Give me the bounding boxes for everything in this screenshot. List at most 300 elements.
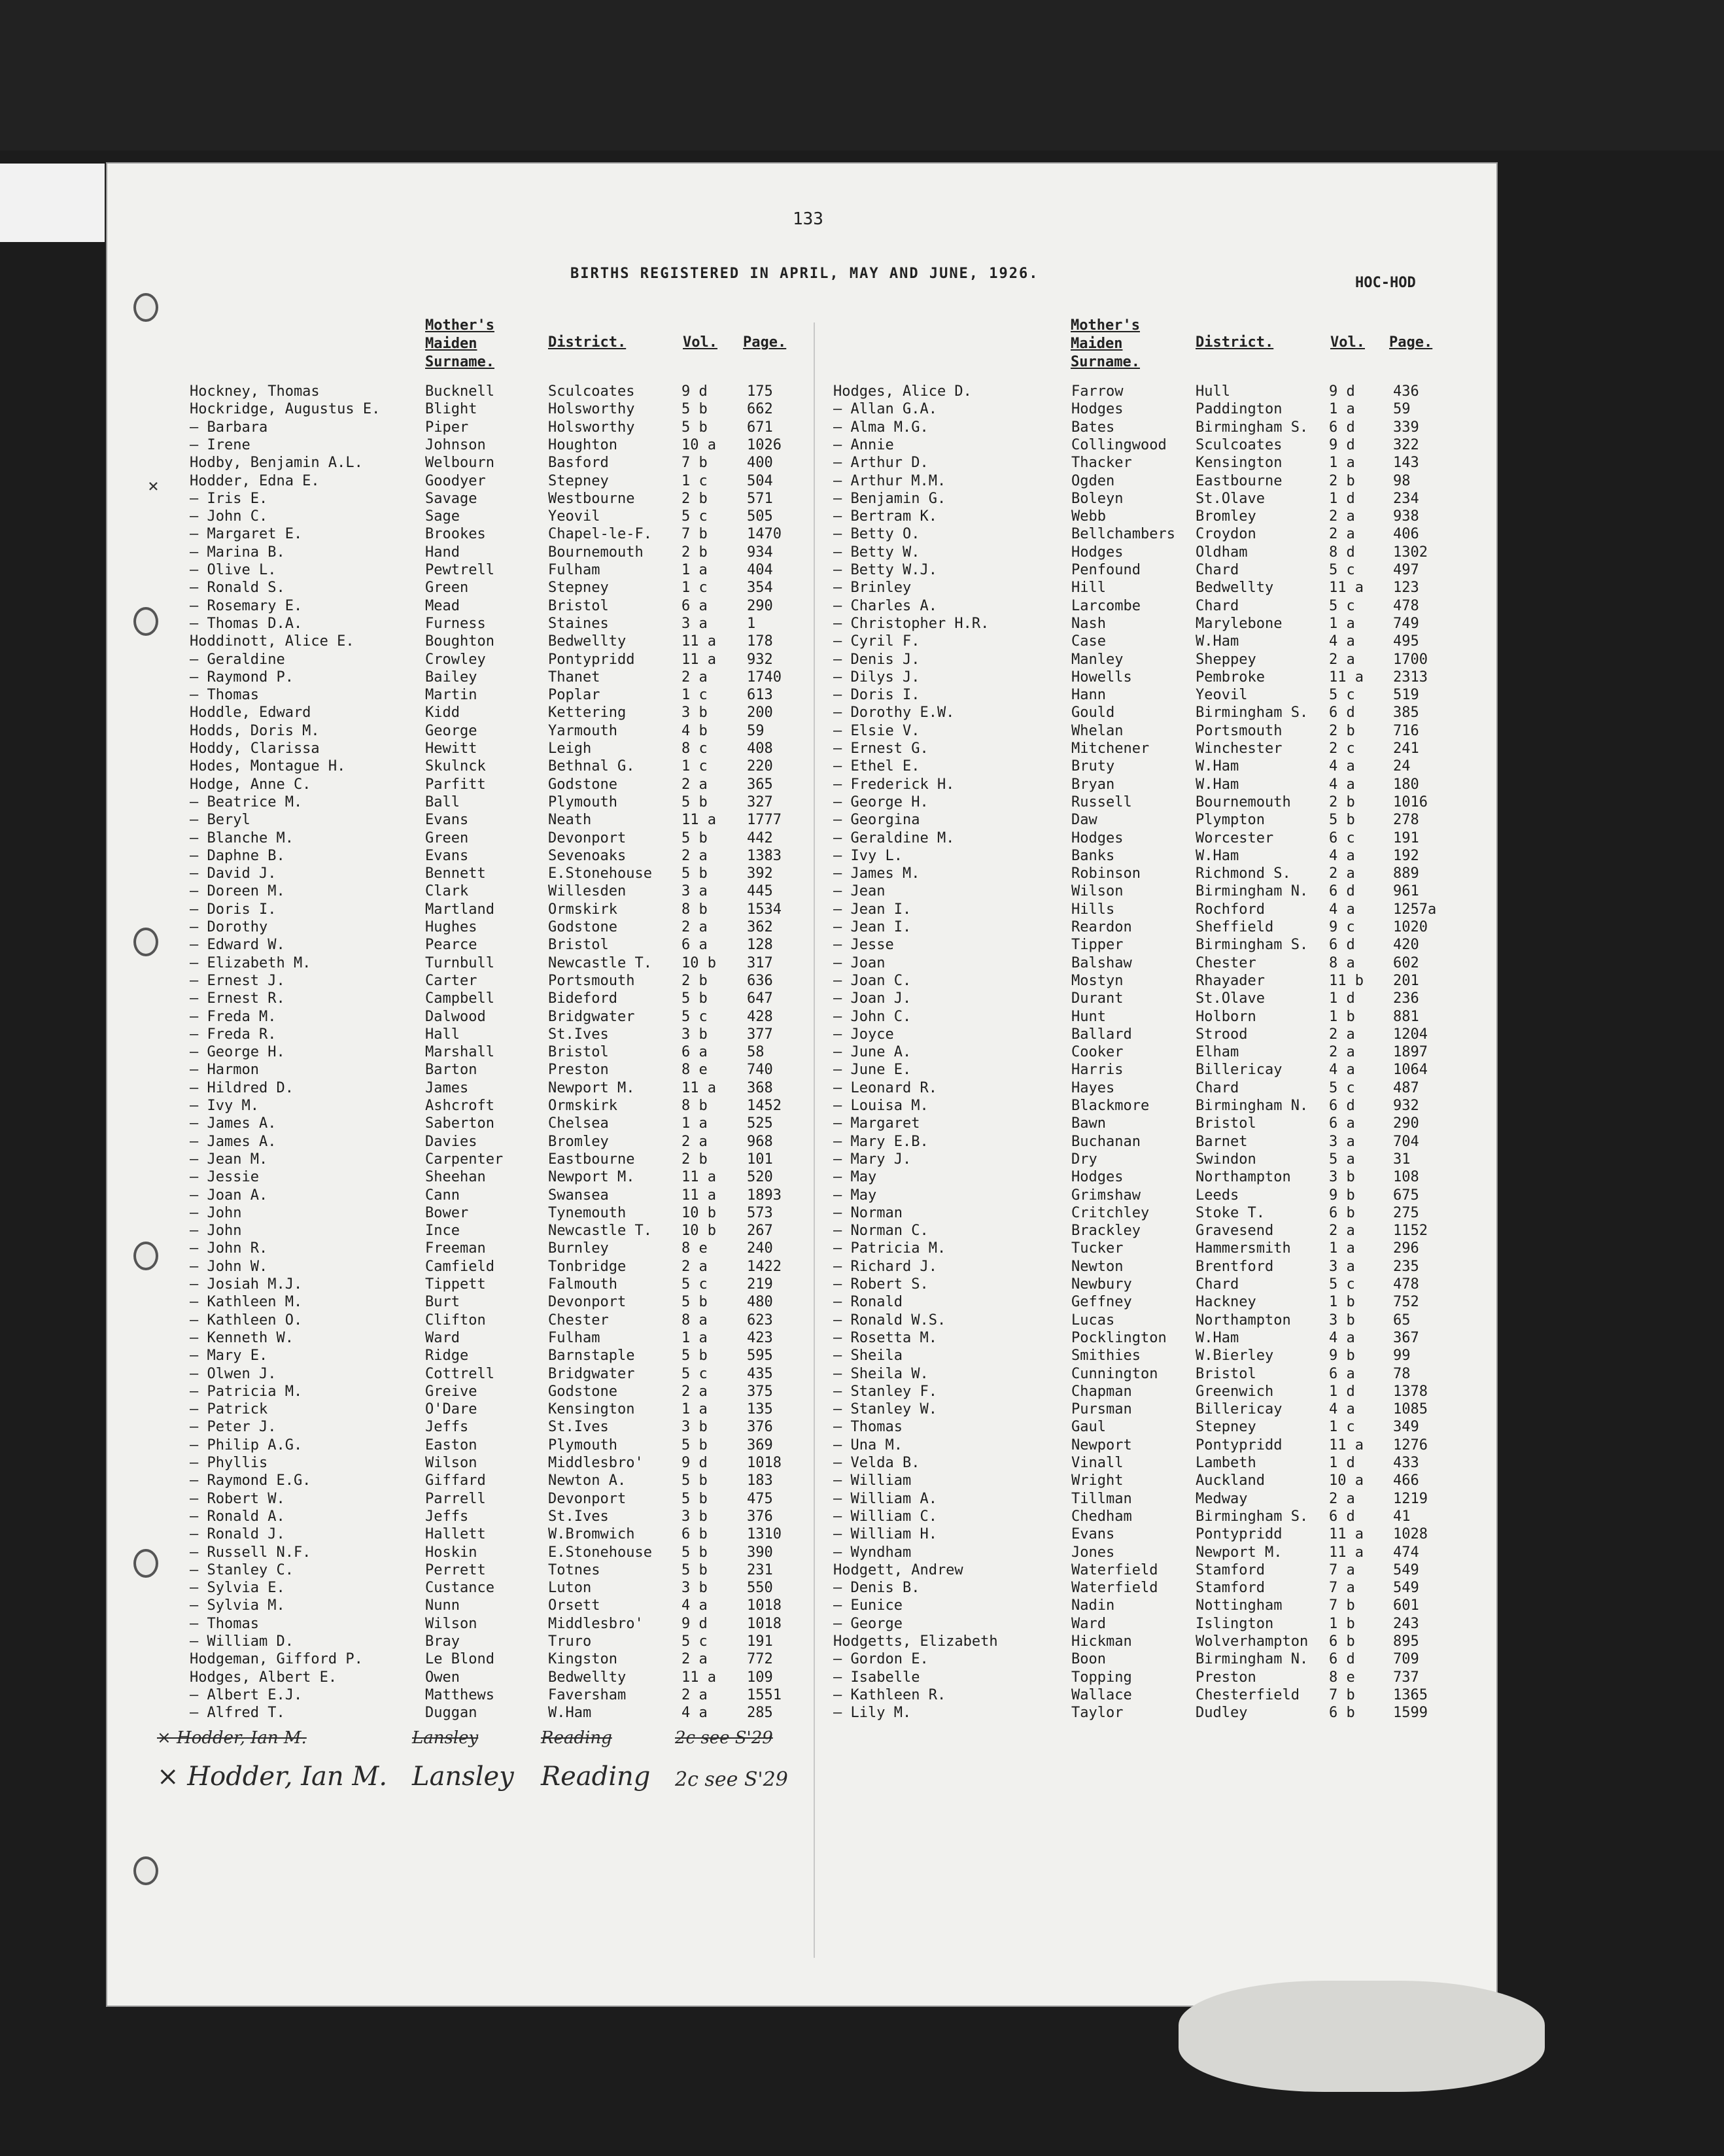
entry-name: — Ronald J. <box>190 1526 285 1543</box>
entry-name: Hockney, Thomas <box>190 383 320 400</box>
entry-vol: 4 a <box>1329 776 1355 793</box>
entry-mother: Jeffs <box>425 1508 469 1525</box>
entry-vol: 7 a <box>1329 1561 1355 1578</box>
entry-name: — June E. <box>833 1062 912 1079</box>
entry-district: Dudley <box>1196 1705 1248 1722</box>
entry-page: 31 <box>1393 1151 1411 1168</box>
entry-vol: 5 a <box>1329 1151 1355 1168</box>
entry-name: Hodder, Edna E. <box>190 472 320 489</box>
entry-name: — Robert S. <box>833 1276 929 1293</box>
entry-vol: 1 b <box>1329 1294 1355 1311</box>
entry-name: — James M. <box>833 865 920 882</box>
entry-name: — Bertram K. <box>833 508 937 525</box>
entry-mother: Cooker <box>1071 1044 1124 1061</box>
hand-district: Reading <box>541 1728 612 1748</box>
entry-mother: Chapman <box>1071 1383 1132 1400</box>
entry-mother: Freeman <box>425 1240 486 1257</box>
entry-name: — Patricia M. <box>833 1240 946 1257</box>
entry-name: — Ronald A. <box>190 1508 285 1525</box>
entry-page: 376 <box>747 1508 773 1525</box>
entry-district: Holsworthy <box>548 401 635 418</box>
entry-mother: Wilson <box>1071 883 1124 900</box>
entry-vol: 10 b <box>681 1204 716 1221</box>
entry-name: — Jean <box>833 883 886 900</box>
entry-district: Bromley <box>1196 508 1256 525</box>
entry-page: 932 <box>1393 1098 1419 1114</box>
entry-name: — Daphne B. <box>190 847 285 864</box>
entry-page: 1018 <box>747 1597 782 1614</box>
entry-district: Birmingham N. <box>1196 1098 1309 1114</box>
entry-district: Paddington <box>1196 401 1283 418</box>
entry-name: — Olwen J. <box>190 1365 277 1382</box>
entry-name: Hodby, Benjamin A.L. <box>190 455 363 472</box>
entry-page: 1599 <box>1393 1705 1428 1722</box>
entry-mother: Grimshaw <box>1071 1187 1141 1204</box>
entry-vol: 2 b <box>681 972 708 989</box>
entry-mother: Waterfield <box>1071 1561 1158 1578</box>
entry-page: 400 <box>747 455 773 472</box>
entry-mother: Lucas <box>1071 1312 1115 1329</box>
entry-mother: Jeffs <box>425 1419 469 1436</box>
entry-mother: Bucknell <box>425 383 494 400</box>
entry-page: 497 <box>1393 562 1419 578</box>
entry-mother: Newbury <box>1071 1276 1132 1293</box>
entry-name: — Gordon E. <box>833 1651 929 1668</box>
entry-vol: 2 a <box>1329 865 1355 882</box>
entry-vol: 2 b <box>1329 722 1355 739</box>
entry-vol: 5 c <box>681 1008 708 1025</box>
entry-page: 436 <box>1393 383 1419 400</box>
hand-mother: Lansley <box>412 1728 479 1748</box>
entry-name: — Kathleen R. <box>833 1686 946 1703</box>
entry-page: 108 <box>1393 1169 1419 1186</box>
entry-district: Middlesbro' <box>548 1615 644 1632</box>
entry-mother: Savage <box>425 490 477 507</box>
entry-page: 235 <box>1393 1258 1419 1275</box>
entry-district: Kettering <box>548 704 627 722</box>
entry-name: — Norman <box>833 1204 903 1221</box>
entry-district: Bedwellty <box>1196 580 1274 597</box>
entry-vol: 9 c <box>1329 919 1355 935</box>
entry-vol: 1 a <box>681 1401 708 1418</box>
entry-vol: 1 a <box>681 1329 708 1346</box>
entry-district: Kensington <box>1196 455 1283 472</box>
entry-vol: 4 a <box>1329 758 1355 775</box>
entry-name: — Doris I. <box>833 687 920 704</box>
entry-page: 135 <box>747 1401 773 1418</box>
entry-district: St.Olave <box>1196 490 1265 507</box>
entry-district: Bridgwater <box>548 1365 635 1382</box>
entry-mother: Carter <box>425 972 477 989</box>
entry-page: 1534 <box>747 901 782 918</box>
entry-vol: 11 a <box>1329 580 1364 597</box>
entry-district: Basford <box>548 455 609 472</box>
entry-page: 504 <box>747 472 773 489</box>
entry-name: — Ethel E. <box>833 758 920 775</box>
entry-page: 41 <box>1393 1508 1411 1525</box>
paper-strip <box>0 164 105 242</box>
entry-district: Winchester <box>1196 740 1283 757</box>
entry-page: 1276 <box>1393 1436 1428 1453</box>
entry-district: Eastbourne <box>1196 472 1283 489</box>
entry-page: 895 <box>1393 1633 1419 1650</box>
entry-vol: 2 a <box>681 1686 708 1703</box>
entry-district: Kensington <box>548 1401 635 1418</box>
entry-page: 525 <box>747 1115 773 1132</box>
col-district-left: District. <box>548 334 627 351</box>
entry-mother: Howells <box>1071 669 1132 686</box>
entry-vol: 2 b <box>681 490 708 507</box>
entry-mother: Piper <box>425 419 469 436</box>
entry-mother: Robinson <box>1071 865 1141 882</box>
entry-page: 704 <box>1393 1133 1419 1150</box>
entry-name: — Leonard R. <box>833 1079 937 1096</box>
entry-mother: Hodges <box>1071 401 1124 418</box>
entry-mother: Wilson <box>425 1615 477 1632</box>
entry-mother: Ward <box>1071 1615 1106 1632</box>
col-vol-left: Vol. <box>683 334 717 351</box>
entry-mother: Cann <box>425 1187 460 1204</box>
entry-vol: 1 a <box>1329 615 1355 632</box>
entry-mother: Bates <box>1071 419 1115 436</box>
entry-mother: Ballard <box>1071 1026 1132 1043</box>
entry-mother: Reardon <box>1071 919 1132 935</box>
entry-page: 623 <box>747 1312 773 1329</box>
entry-mother: Newport <box>1071 1436 1132 1453</box>
entry-mother: Boon <box>1071 1651 1106 1668</box>
entry-mother: Parfitt <box>425 776 486 793</box>
entry-vol: 2 b <box>1329 793 1355 810</box>
entry-page: 550 <box>747 1580 773 1597</box>
entry-page: 475 <box>747 1490 773 1507</box>
entry-mother: Martin <box>425 687 477 704</box>
punch-hole <box>133 607 158 636</box>
entry-page: 1700 <box>1393 651 1428 668</box>
entry-page: 192 <box>1393 847 1419 864</box>
entry-district: Chester <box>548 1312 609 1329</box>
entry-name: — Ronald <box>833 1294 903 1311</box>
entry-vol: 7 b <box>1329 1597 1355 1614</box>
entry-vol: 2 b <box>681 1151 708 1168</box>
entry-mother: Burt <box>425 1294 460 1311</box>
entry-district: Pontypridd <box>1196 1436 1283 1453</box>
entry-name: Hockridge, Augustus E. <box>190 401 381 418</box>
entry-page: 219 <box>747 1276 773 1293</box>
entry-vol: 1 a <box>681 562 708 578</box>
entry-page: 1383 <box>747 847 782 864</box>
entry-mother: Furness <box>425 615 486 632</box>
entry-vol: 6 d <box>1329 1651 1355 1668</box>
entry-page: 1018 <box>747 1455 782 1471</box>
entry-name: — Ernest J. <box>190 972 285 989</box>
entry-district: Lambeth <box>1196 1455 1256 1471</box>
entry-name: — Betty O. <box>833 526 920 543</box>
entry-vol: 5 b <box>681 1490 708 1507</box>
entry-mother: Ridge <box>425 1348 469 1365</box>
entry-vol: 3 a <box>681 615 708 632</box>
entry-vol: 5 b <box>681 990 708 1007</box>
entry-district: Greenwich <box>1196 1383 1274 1400</box>
entry-mother: Balshaw <box>1071 954 1132 971</box>
entry-mother: Vinall <box>1071 1455 1124 1471</box>
entry-district: Birmingham S. <box>1196 704 1309 722</box>
entry-mother: Evans <box>425 847 469 864</box>
entry-name: — Velda B. <box>833 1455 920 1471</box>
entry-vol: 6 a <box>1329 1115 1355 1132</box>
entry-name: — Stanley W. <box>833 1401 937 1418</box>
entry-district: Birmingham S. <box>1196 1508 1309 1525</box>
entry-page: 675 <box>1393 1187 1419 1204</box>
entry-name: — Allan G.A. <box>833 401 937 418</box>
entry-district: Newport M. <box>548 1079 635 1096</box>
entry-district: Tynemouth <box>548 1204 627 1221</box>
entry-mother: Mostyn <box>1071 972 1124 989</box>
entry-district: Bristol <box>1196 1365 1256 1382</box>
entry-vol: 8 b <box>681 1098 708 1114</box>
entry-district: Stamford <box>1196 1561 1265 1578</box>
entry-district: Northampton <box>1196 1169 1291 1186</box>
entry-district: Holborn <box>1196 1008 1256 1025</box>
entry-name: — Freda M. <box>190 1008 277 1025</box>
entry-name: — Dorothy <box>190 919 268 935</box>
entry-name: — Denis J. <box>833 651 920 668</box>
entry-vol: 2 a <box>681 1651 708 1668</box>
index-range: HOC-HOD <box>1355 275 1416 291</box>
entry-page: 101 <box>747 1151 773 1168</box>
entry-name: — Beryl <box>190 812 250 829</box>
entry-page: 716 <box>1393 722 1419 739</box>
entry-district: Yeovil <box>1196 687 1248 704</box>
entry-vol: 8 a <box>681 1312 708 1329</box>
entry-vol: 6 c <box>1329 829 1355 846</box>
entry-district: Newport M. <box>1196 1544 1283 1561</box>
entry-district: Bromley <box>548 1133 609 1150</box>
entry-district: Falmouth <box>548 1276 617 1293</box>
entry-name: — Sylvia E. <box>190 1580 285 1597</box>
entry-mother: Le Blond <box>425 1651 494 1668</box>
entry-mother: James <box>425 1079 469 1096</box>
entry-name: — June A. <box>833 1044 912 1061</box>
entry-mother: Tipper <box>1071 937 1124 954</box>
entry-name: Hoddy, Clarissa <box>190 740 320 757</box>
entry-vol: 5 b <box>681 829 708 846</box>
entry-page: 709 <box>1393 1651 1419 1668</box>
entry-name: — May <box>833 1169 877 1186</box>
entry-mother: Webb <box>1071 508 1106 525</box>
entry-district: Billericay <box>1196 1062 1283 1079</box>
entry-page: 354 <box>747 580 773 597</box>
entry-name: — Thomas <box>833 1419 903 1436</box>
entry-name: — William H. <box>833 1526 937 1543</box>
entry-mother: Hodges <box>1071 829 1124 846</box>
entry-district: Bournemouth <box>1196 793 1291 810</box>
entry-district: Bedwellty <box>548 633 627 650</box>
entry-vol: 1 d <box>1329 1455 1355 1471</box>
entry-page: 1470 <box>747 526 782 543</box>
entry-name: — Patricia M. <box>190 1383 303 1400</box>
entry-page: 480 <box>747 1294 773 1311</box>
entry-page: 349 <box>1393 1419 1419 1436</box>
entry-mother: Case <box>1071 633 1106 650</box>
entry-mother: Hill <box>1071 580 1106 597</box>
entry-name: — Geraldine <box>190 651 285 668</box>
entry-vol: 5 c <box>1329 562 1355 578</box>
entry-page: 339 <box>1393 419 1419 436</box>
entry-page: 474 <box>1393 1544 1419 1561</box>
entry-district: Yeovil <box>548 508 600 525</box>
entry-vol: 3 b <box>681 1580 708 1597</box>
entry-vol: 2 a <box>681 847 708 864</box>
entry-vol: 6 b <box>681 1526 708 1543</box>
entry-mother: Ashcroft <box>425 1098 494 1114</box>
entry-name: — Ernest G. <box>833 740 929 757</box>
entry-name: — Annie <box>833 436 894 453</box>
entry-district: Elham <box>1196 1044 1239 1061</box>
entry-mother: Taylor <box>1071 1705 1124 1722</box>
entry-district: Kingston <box>548 1651 617 1668</box>
entry-district: Nottingham <box>1196 1597 1283 1614</box>
entry-vol: 6 a <box>1329 1365 1355 1382</box>
entry-page: 1 <box>747 615 756 632</box>
entry-mother: Turnbull <box>425 954 494 971</box>
entry-page: 1422 <box>747 1258 782 1275</box>
entry-mother: Camfield <box>425 1258 494 1275</box>
entry-mother: Cunnington <box>1071 1365 1158 1382</box>
col-page-left: Page. <box>743 334 787 351</box>
entry-mother: Nunn <box>425 1597 460 1614</box>
entry-page: 442 <box>747 829 773 846</box>
entry-district: Devonport <box>548 829 627 846</box>
entry-page: 109 <box>747 1669 773 1686</box>
entry-mother: Boughton <box>425 633 494 650</box>
entry-mother: Russell <box>1071 793 1132 810</box>
entry-mother: Green <box>425 580 469 597</box>
entry-vol: 3 b <box>681 1508 708 1525</box>
entry-name: — Thomas <box>190 687 259 704</box>
entry-mother: Wilson <box>425 1455 477 1471</box>
entry-district: Leeds <box>1196 1187 1239 1204</box>
entry-mother: Goodyer <box>425 472 486 489</box>
entry-district: Sculcoates <box>1196 436 1283 453</box>
entry-vol: 7 a <box>1329 1580 1355 1597</box>
entry-mother: Greive <box>425 1383 477 1400</box>
entry-page: 478 <box>1393 597 1419 614</box>
entry-name: — Ronald W.S. <box>833 1312 946 1329</box>
entry-vol: 11 a <box>1329 1526 1364 1543</box>
entry-mother: Ball <box>425 793 460 810</box>
entry-name: — Kathleen O. <box>190 1312 303 1329</box>
entry-name: — Rosetta M. <box>833 1329 937 1346</box>
entry-vol: 6 b <box>1329 1204 1355 1221</box>
entry-mother: Bray <box>425 1633 460 1650</box>
entry-district: Newcastle T. <box>548 1223 652 1240</box>
entry-vol: 1 c <box>681 758 708 775</box>
entry-mother: Waterfield <box>1071 1580 1158 1597</box>
entry-page: 1378 <box>1393 1383 1428 1400</box>
entry-mother: Manley <box>1071 651 1124 668</box>
entry-page: 406 <box>1393 526 1419 543</box>
entry-district: Pembroke <box>1196 669 1265 686</box>
entry-district: Ormskirk <box>548 901 617 918</box>
entry-vol: 2 a <box>1329 508 1355 525</box>
entry-mother: Hallett <box>425 1526 486 1543</box>
entry-name: — Robert W. <box>190 1490 285 1507</box>
entry-mother: Daw <box>1071 812 1097 829</box>
entry-district: Preston <box>548 1062 609 1079</box>
entry-vol: 5 b <box>681 865 708 882</box>
entry-page: 428 <box>747 1008 773 1025</box>
entry-name: — John <box>190 1204 242 1221</box>
entry-mother: Tucker <box>1071 1240 1124 1257</box>
entry-mother: Topping <box>1071 1669 1132 1686</box>
col-district-right: District. <box>1196 334 1274 351</box>
entry-mother: Ward <box>425 1329 460 1346</box>
entry-mother: Carpenter <box>425 1151 504 1168</box>
entry-page: 99 <box>1393 1348 1411 1365</box>
entry-name: — Olive L. <box>190 562 277 578</box>
entry-district: Wolverhampton <box>1196 1633 1309 1650</box>
entry-page: 1897 <box>1393 1044 1428 1061</box>
entry-mother: Farrow <box>1071 383 1124 400</box>
entry-vol: 6 a <box>681 597 708 614</box>
entry-page: 369 <box>747 1436 773 1453</box>
entry-name: — Sylvia M. <box>190 1597 285 1614</box>
entry-page: 752 <box>1393 1294 1419 1311</box>
entry-page: 889 <box>1393 865 1419 882</box>
entry-page: 236 <box>1393 990 1419 1007</box>
entry-page: 737 <box>1393 1669 1419 1686</box>
entry-name: — Geraldine M. <box>833 829 955 846</box>
entry-name: — John W. <box>190 1258 268 1275</box>
entry-vol: 3 b <box>681 1419 708 1436</box>
hand-mother: Lansley <box>412 1762 514 1792</box>
entry-page: 435 <box>747 1365 773 1382</box>
entry-district: Medway <box>1196 1490 1248 1507</box>
entry-district: St.Ives <box>548 1419 609 1436</box>
entry-district: Birmingham S. <box>1196 937 1309 954</box>
entry-vol: 3 b <box>1329 1169 1355 1186</box>
entry-name: Hodds, Doris M. <box>190 722 320 739</box>
entry-district: Northampton <box>1196 1312 1291 1329</box>
entry-district: Fulham <box>548 562 600 578</box>
entry-mother: Parrell <box>425 1490 486 1507</box>
entry-mother: Green <box>425 829 469 846</box>
entry-page: 327 <box>747 793 773 810</box>
entry-district: Bedwellty <box>548 1669 627 1686</box>
entry-name: — John C. <box>833 1008 912 1025</box>
entry-name: — Rosemary E. <box>190 597 303 614</box>
entry-vol: 2 a <box>1329 1026 1355 1043</box>
entry-page: 934 <box>747 544 773 561</box>
entry-page: 191 <box>747 1633 773 1650</box>
entry-vol: 8 a <box>1329 954 1355 971</box>
entry-mother: Perrett <box>425 1561 486 1578</box>
entry-name: — Kathleen M. <box>190 1294 303 1311</box>
entry-page: 1257a <box>1393 901 1437 918</box>
entry-name: — Margaret E. <box>190 526 303 543</box>
entry-page: 433 <box>1393 1455 1419 1471</box>
entry-name: — Edward W. <box>190 937 285 954</box>
entry-district: Bideford <box>548 990 617 1007</box>
entry-district: Plymouth <box>548 1436 617 1453</box>
entry-page: 1551 <box>747 1686 782 1703</box>
entry-district: Portsmouth <box>548 972 635 989</box>
entry-district: Swansea <box>548 1187 609 1204</box>
entry-name: — Josiah M.J. <box>190 1276 303 1293</box>
entry-name: — Joyce <box>833 1026 894 1043</box>
entry-page: 24 <box>1393 758 1411 775</box>
entry-mother: Whelan <box>1071 722 1124 739</box>
